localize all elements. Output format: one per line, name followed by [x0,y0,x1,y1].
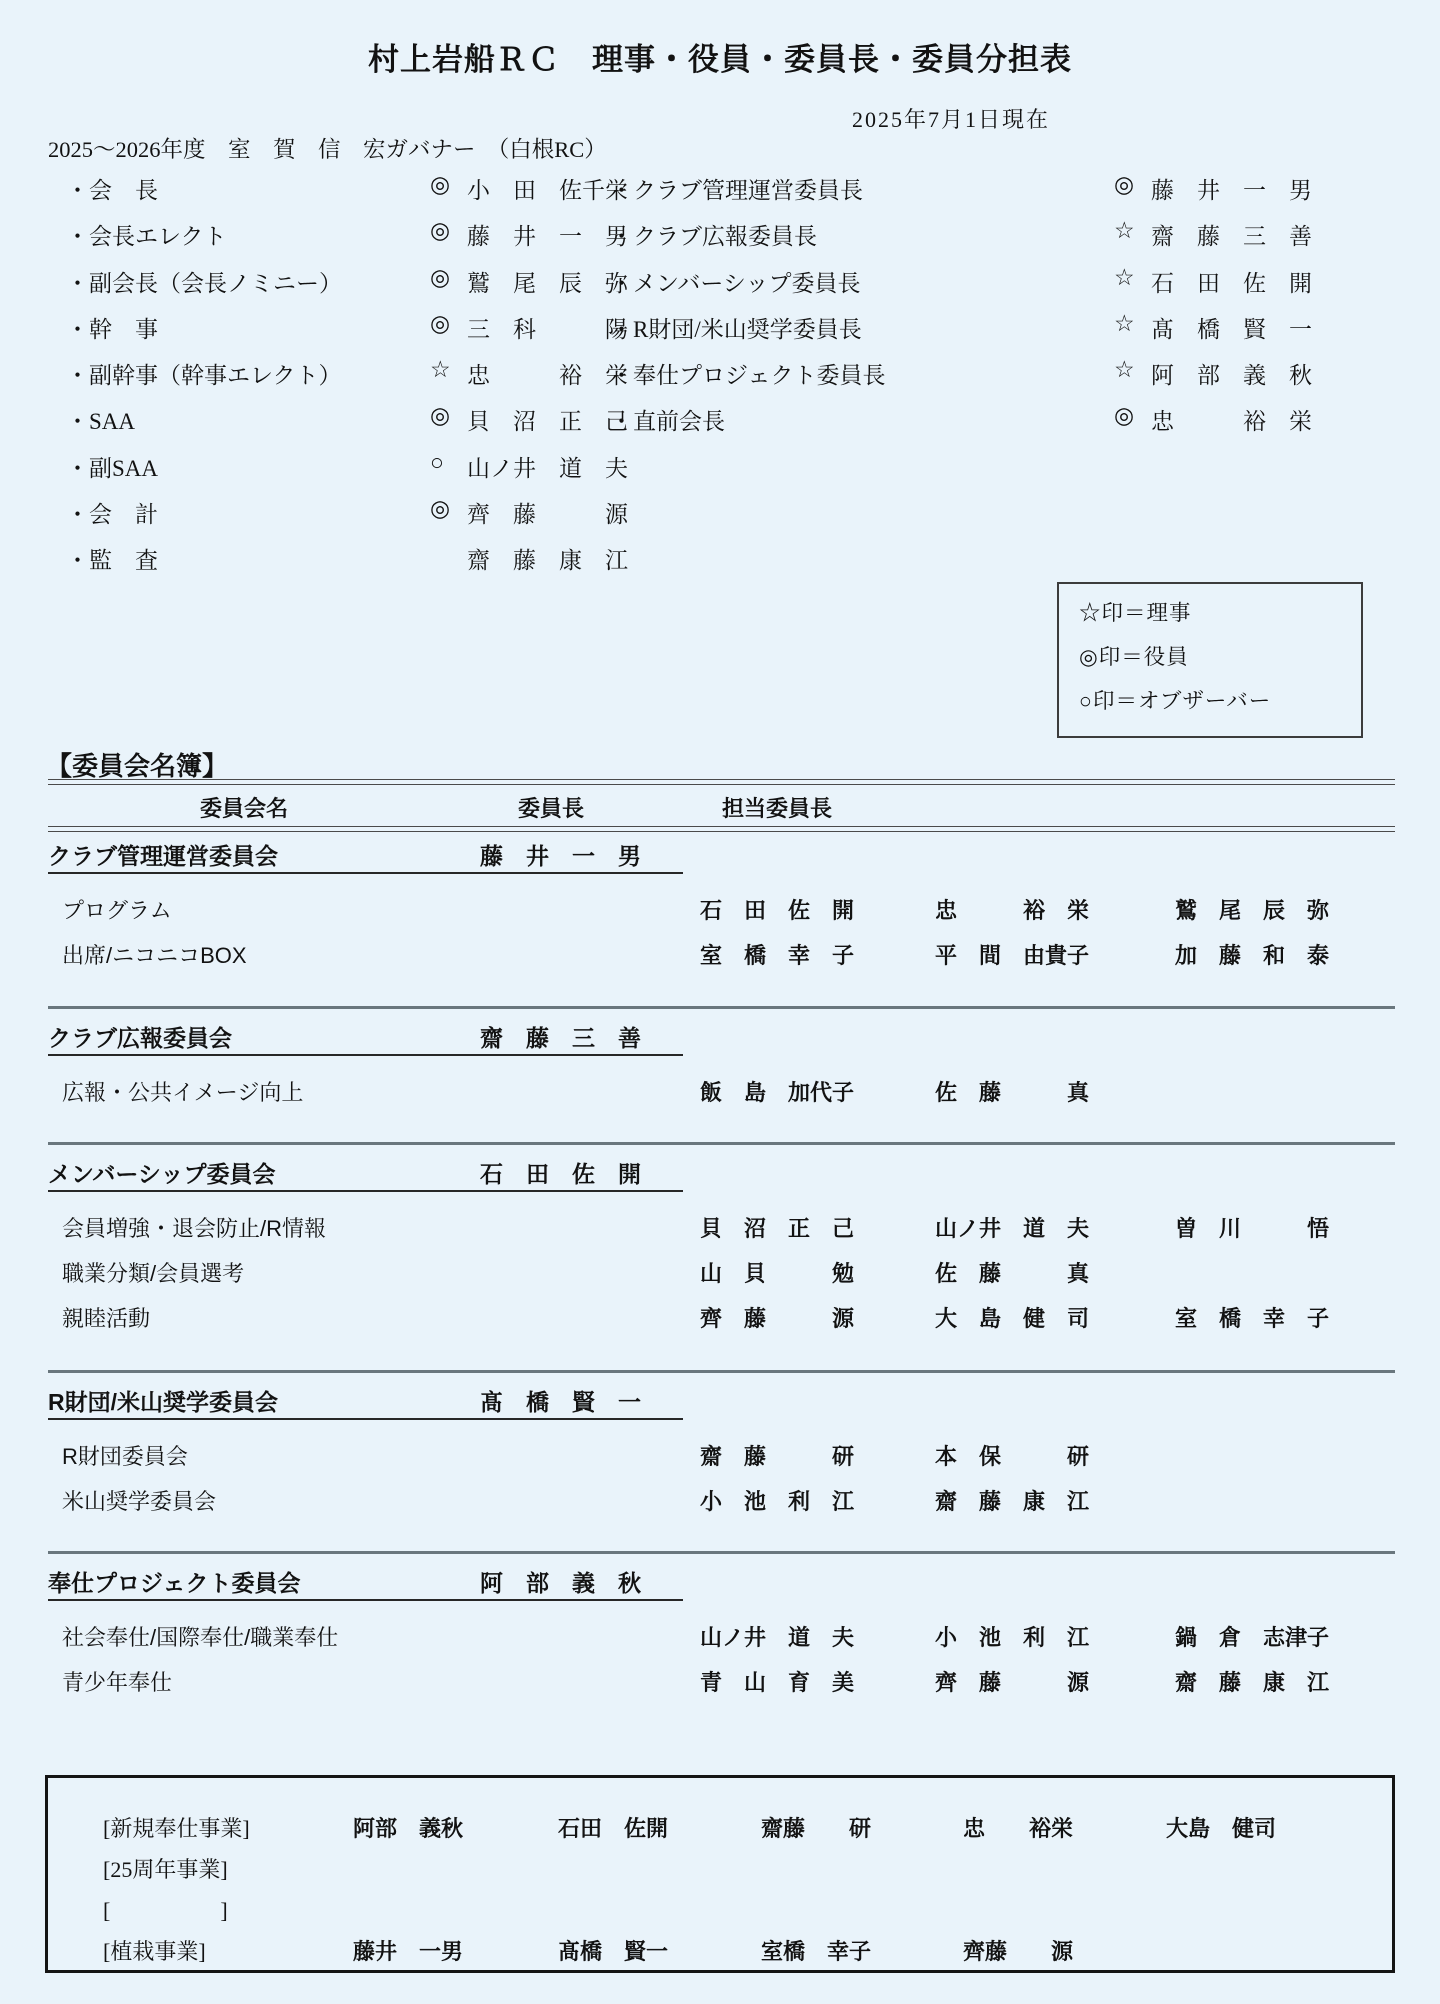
officer-label: ・幹 事 [66,316,158,342]
officer-name: 貝 沼 正 己 [467,409,628,435]
duty-label: 広報・公共イメージ向上 [62,1080,304,1105]
committee-section [48,1565,1395,1711]
officer-name: 藤 井 一 男 [467,224,628,250]
member-name: 佐 藤 真 [935,1261,1090,1286]
officer-label: ・R財団/米山奨学委員長 [610,316,862,342]
committee-row [48,1302,1395,1347]
officer-row [66,172,628,218]
officer-label: ・監 査 [66,548,158,574]
project-member-name: 齋藤 研 [761,1816,872,1841]
officer-mark: ◎ [430,218,451,244]
officer-row [610,265,1410,311]
committee-section-header [48,1020,1395,1076]
member-name: 齋 藤 康 江 [1175,1670,1330,1695]
officer-row [66,542,628,588]
officer-name: 髙 橋 賢 一 [1151,316,1312,342]
officer-mark: ☆ [1114,218,1135,244]
member-name: 飯 島 加代子 [700,1080,855,1105]
project-label: [25周年事業] [103,1857,228,1882]
officer-name: 石 田 佐 開 [1151,270,1312,296]
member-name: 加 藤 和 泰 [1175,943,1330,968]
officer-mark: ◎ [430,310,451,336]
officer-label: ・クラブ広報委員長 [610,224,817,250]
project-member-name: 藤井 一男 [353,1939,464,1964]
officer-row [610,357,1410,403]
committee-rows [48,1440,1395,1530]
committee-title: R財団/米山奨学委員会 [48,1389,278,1415]
member-name: 齊 藤 源 [700,1306,855,1331]
member-name: 山 貝 勉 [700,1261,855,1286]
project-member-name: 齊藤 源 [963,1939,1074,1964]
officer-row [610,403,1410,449]
member-name: 小 池 利 江 [935,1625,1090,1650]
roster-heading: 【委員会名簿】 [46,751,229,781]
officer-list-left [66,172,628,589]
officer-row [610,172,1410,218]
committee-underline [48,1599,683,1601]
project-label: [新規奉仕事業] [103,1816,250,1841]
member-name: 齊 藤 源 [935,1670,1090,1695]
officer-name: 小 田 佐千栄 [467,178,628,203]
project-member-name: 阿部 義秋 [353,1816,464,1841]
member-name: 齋 藤 康 江 [935,1489,1090,1514]
member-name: 忠 裕 栄 [935,898,1090,923]
member-name: 室 橋 幸 子 [700,943,855,968]
officer-mark: ◎ [430,264,451,290]
member-name: 鷲 尾 辰 弥 [1175,898,1330,923]
duty-label: 職業分類/会員選考 [62,1261,245,1286]
officer-name: 山ノ井 道 夫 [467,455,628,481]
officer-name: 鷲 尾 辰 弥 [467,270,628,296]
committee-chair-name: 石 田 佐 開 [480,1162,641,1187]
officer-row [66,218,628,264]
column-header-committee: 委員会名 [200,796,289,821]
officer-mark: ○ [430,449,444,475]
officer-name: 齋 藤 三 善 [1151,224,1312,250]
duty-label: 会員増強・退会防止/R情報 [62,1216,327,1241]
member-name: 山ノ井 道 夫 [700,1625,855,1650]
committee-row [48,1212,1395,1257]
member-name: 石 田 佐 開 [700,898,855,923]
duty-label: 青少年奉仕 [62,1670,173,1695]
committee-row [48,1621,1395,1666]
legend-box [1057,582,1363,738]
project-member-name: 大島 健司 [1166,1816,1277,1841]
committee-section [48,1020,1395,1121]
committee-section [48,838,1395,984]
officer-list-right [610,172,1410,450]
legend-item: ☆印＝理事 [1079,601,1192,625]
committee-section [48,1384,1395,1530]
governor-line: 2025～2026年度 室 賀 信 宏ガバナー （白根RC） [48,137,607,162]
column-header-chair: 委員長 [518,796,585,821]
committee-rows [48,894,1395,984]
officer-mark: ◎ [430,403,451,429]
committee-rows [48,1212,1395,1347]
duty-label: 米山奨学委員会 [62,1489,217,1514]
member-name: 山ノ井 道 夫 [935,1216,1090,1241]
committee-row [48,1257,1395,1302]
project-row [48,1853,1392,1894]
officer-row [610,311,1410,357]
officer-name: 忠 裕 栄 [467,363,628,389]
officer-label: ・会長エレクト [66,224,227,250]
committee-chair-name: 阿 部 義 秋 [480,1571,641,1596]
duty-label: プログラム [62,898,172,923]
project-member-name: 石田 佐開 [558,1816,669,1841]
legend-item: ◎印＝役員 [1079,645,1189,669]
committee-section-header [48,1156,1395,1212]
committee-rows [48,1621,1395,1711]
duty-label: 親睦活動 [62,1306,151,1331]
project-row [48,1935,1392,1976]
committee-title: クラブ管理運営委員会 [48,843,278,869]
officer-label: ・SAA [66,409,136,435]
officer-row [66,449,628,496]
committee-title: クラブ広報委員会 [48,1025,232,1051]
officer-label: ・会 計 [66,502,158,528]
project-member-name: 室橋 幸子 [761,1939,872,1964]
committee-section-header [48,838,1395,894]
officer-mark: ☆ [1114,310,1135,336]
member-name: 室 橋 幸 子 [1175,1306,1330,1331]
committee-row [48,894,1395,939]
officer-name: 齋 藤 康 江 [467,548,628,574]
table-top-rule [48,779,1395,785]
officer-label: ・副幹事（幹事エレクト） [66,363,342,389]
committee-row [48,939,1395,984]
officer-row [66,357,628,403]
committee-section-header [48,1565,1395,1621]
officer-mark: ☆ [430,357,451,383]
committee-row [48,1666,1395,1711]
duty-label: R財団委員会 [62,1444,188,1469]
committee-section [48,1156,1395,1347]
table-header-rule [48,826,1395,832]
project-member-name: 忠 裕栄 [963,1816,1074,1841]
officer-row [66,403,628,449]
officer-label: ・奉仕プロジェクト委員長 [610,363,886,389]
committee-underline [48,1418,683,1420]
officer-name: 阿 部 義 秋 [1151,363,1312,389]
officer-mark: ☆ [1114,357,1135,383]
committee-row [48,1485,1395,1530]
project-row [48,1894,1392,1935]
committee-section-header [48,1384,1395,1440]
officer-label: ・メンバーシップ委員長 [610,270,861,296]
member-name: 本 保 研 [935,1444,1090,1469]
member-name: 貝 沼 正 己 [700,1216,855,1241]
member-name: 齋 藤 研 [700,1444,855,1469]
committee-underline [48,1054,683,1056]
officer-name: 齊 藤 源 [467,502,628,528]
officer-mark: ◎ [430,496,451,522]
officer-label: ・副SAA [66,455,159,481]
officer-name: 藤 井 一 男 [1151,178,1312,203]
officer-row [66,310,628,357]
project-member-name: 髙橋 賢一 [558,1939,669,1964]
committee-chair-name: 齋 藤 三 善 [480,1026,641,1051]
officer-row [610,218,1410,264]
committee-chair-name: 髙 橋 賢 一 [480,1390,641,1415]
duty-label: 社会奉仕/国際奉仕/職業奉仕 [62,1625,339,1650]
officer-name: 忠 裕 栄 [1151,409,1312,435]
committee-chair-name: 藤 井 一 男 [480,844,641,869]
committee-title: 奉仕プロジェクト委員会 [48,1570,301,1596]
column-header-assigned: 担当委員長 [722,796,833,821]
member-name: 青 山 育 美 [700,1670,855,1695]
officer-row [66,496,628,542]
officer-label: ・会 長 [66,178,158,203]
committee-row [48,1076,1395,1121]
officer-label: ・副会長（会長ノミニー） [66,270,342,296]
duty-label: 出席/ニコニコBOX [62,943,247,968]
special-projects-box [45,1775,1395,1973]
member-name: 佐 藤 真 [935,1080,1090,1105]
officer-mark: ◎ [430,172,451,197]
project-row [48,1812,1392,1853]
legend-item: ○印＝オブザーバー [1079,689,1272,713]
officer-label: ・クラブ管理運営委員長 [610,178,863,203]
member-name: 小 池 利 江 [700,1489,855,1514]
officer-name: 三 科 陽 [467,316,628,342]
project-label: [植栽事業] [103,1939,206,1964]
officer-label: ・直前会長 [610,409,725,435]
member-name: 大 島 健 司 [935,1306,1090,1331]
page-title: 村上岩船ＲＣ 理事・役員・委員長・委員分担表 [368,42,1072,77]
officer-mark: ☆ [1114,264,1135,290]
member-name: 曽 川 悟 [1175,1216,1330,1241]
officer-mark: ◎ [1114,172,1135,197]
date-line: 2025年7月1日現在 [852,107,1051,132]
member-name: 平 間 由貴子 [935,943,1090,968]
officer-mark: ◎ [1114,403,1135,429]
project-label: [ ] [103,1898,228,1923]
committee-underline [48,872,683,874]
committee-title: メンバーシップ委員会 [48,1161,276,1187]
member-name: 鍋 倉 志津子 [1175,1625,1330,1650]
committee-row [48,1440,1395,1485]
officer-row [66,264,628,311]
committee-underline [48,1190,683,1192]
committee-rows [48,1076,1395,1121]
